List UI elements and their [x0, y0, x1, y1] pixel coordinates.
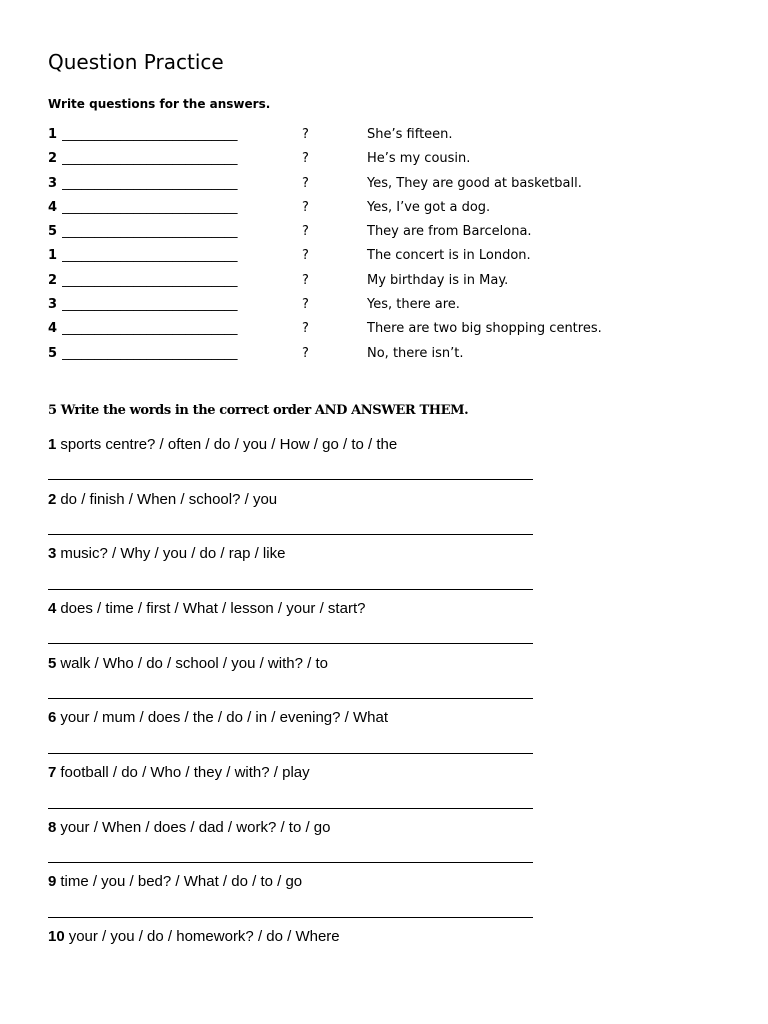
- question-blank: ___________________________: [62, 151, 238, 166]
- scrambled-words: walk / Who / do / school / you / with? / to: [60, 655, 328, 672]
- answer-line: [48, 753, 533, 754]
- scrambled-words: your / you / do / homework? / do / Where: [68, 928, 340, 945]
- question-number: 4: [48, 321, 58, 336]
- question-blank: ___________________________: [62, 248, 238, 263]
- given-answer: Yes, there are.: [367, 297, 460, 312]
- question-mark: ?: [302, 151, 309, 166]
- question-blank: ___________________________: [62, 346, 238, 361]
- question-number: 4: [48, 200, 58, 215]
- question-mark: ?: [302, 200, 309, 215]
- question-number: 2: [48, 273, 58, 288]
- scrambled-words: does / time / first / What / lesson / your / start?: [60, 600, 366, 617]
- scrambled-words: your / mum / does / the / do / in / evening? / What: [60, 709, 389, 726]
- word-order-item: [48, 435, 548, 455]
- item-number: 1: [48, 436, 57, 453]
- item-number: 7: [48, 764, 57, 781]
- given-answer: The concert is in London.: [367, 248, 531, 263]
- word-order-item: [48, 599, 548, 619]
- question-mark: ?: [302, 321, 309, 336]
- question-mark: ?: [302, 176, 309, 191]
- scrambled-words: music? / Why / you / do / rap / like: [60, 545, 286, 562]
- question-blank: ___________________________: [62, 176, 238, 191]
- question-blank: ___________________________: [62, 321, 238, 336]
- page-title: Question Practice: [48, 50, 224, 74]
- word-order-item: [48, 818, 548, 838]
- answer-line: [48, 479, 533, 480]
- given-answer: They are from Barcelona.: [367, 224, 532, 239]
- scrambled-words: football / do / Who / they / with? / play: [60, 764, 310, 781]
- given-answer: He’s my cousin.: [367, 151, 471, 166]
- word-order-item: [48, 872, 548, 892]
- question-number: 5: [48, 346, 58, 361]
- answer-line: [48, 643, 533, 644]
- item-number: 10: [48, 928, 65, 945]
- item-number: 2: [48, 491, 57, 508]
- given-answer: My birthday is in May.: [367, 273, 509, 288]
- word-order-item: [48, 544, 548, 564]
- question-blank: ___________________________: [62, 273, 238, 288]
- item-number: 9: [48, 873, 57, 890]
- question-blank: ___________________________: [62, 297, 238, 312]
- question-number: 3: [48, 176, 58, 191]
- question-number: 1: [48, 248, 58, 263]
- question-row: [48, 296, 668, 316]
- given-answer: No, there isn’t.: [367, 346, 464, 361]
- given-answer: There are two big shopping centres.: [367, 321, 602, 336]
- scrambled-words: sports centre? / often / do / you / How / go / to / the: [60, 436, 398, 453]
- question-number: 1: [48, 127, 58, 142]
- question-mark: ?: [302, 273, 309, 288]
- question-number: 2: [48, 151, 58, 166]
- scrambled-words: your / When / does / dad / work? / to / go: [60, 819, 331, 836]
- answer-line: [48, 917, 533, 918]
- scrambled-words: do / finish / When / school? / you: [60, 491, 278, 508]
- question-mark: ?: [302, 127, 309, 142]
- given-answer: Yes, I’ve got a dog.: [367, 200, 491, 215]
- question-row: [48, 223, 668, 243]
- word-order-item: [48, 763, 548, 783]
- answer-line: [48, 534, 533, 535]
- item-number: 3: [48, 545, 57, 562]
- item-number: 5: [48, 655, 57, 672]
- question-row: [48, 345, 668, 365]
- given-answer: Yes, They are good at basketball.: [367, 176, 582, 191]
- question-mark: ?: [302, 346, 309, 361]
- question-blank: ___________________________: [62, 127, 238, 142]
- question-mark: ?: [302, 248, 309, 263]
- question-row: [48, 320, 668, 340]
- question-number: 3: [48, 297, 58, 312]
- question-row: [48, 175, 668, 195]
- question-row: [48, 272, 668, 292]
- answer-line: [48, 808, 533, 809]
- word-order-item: [48, 927, 548, 947]
- word-order-item: [48, 708, 548, 728]
- question-blank: ___________________________: [62, 200, 238, 215]
- section-5-title: 5 Write the words in the correct order AND ANSWER THEM.: [48, 403, 469, 418]
- scrambled-words: time / you / bed? / What / do / to / go: [60, 873, 303, 890]
- answer-line: [48, 698, 533, 699]
- answer-line: [48, 862, 533, 863]
- answer-line: [48, 589, 533, 590]
- question-mark: ?: [302, 297, 309, 312]
- item-number: 4: [48, 600, 57, 617]
- question-number: 5: [48, 224, 58, 239]
- word-order-item: [48, 490, 548, 510]
- given-answer: She’s fifteen.: [367, 127, 453, 142]
- question-row: [48, 150, 668, 170]
- item-number: 6: [48, 709, 57, 726]
- question-blank: ___________________________: [62, 224, 238, 239]
- instruction-text: Write questions for the answers.: [48, 97, 271, 111]
- question-row: [48, 199, 668, 219]
- question-mark: ?: [302, 224, 309, 239]
- word-order-item: [48, 654, 548, 674]
- question-row: [48, 247, 668, 267]
- item-number: 8: [48, 819, 57, 836]
- question-row: [48, 126, 668, 146]
